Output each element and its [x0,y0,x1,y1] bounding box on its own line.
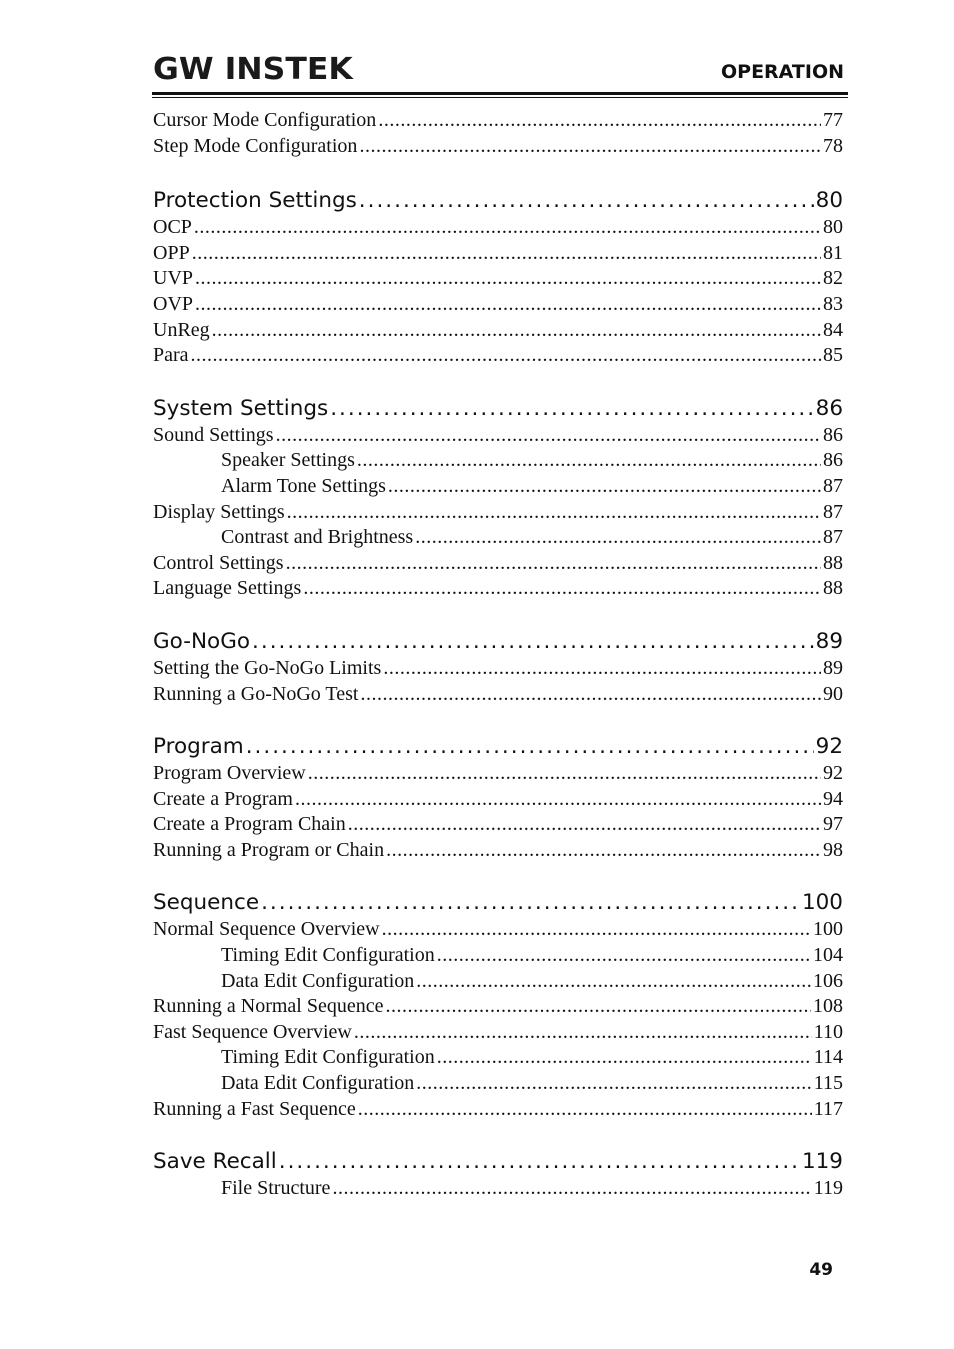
section-label: OPERATION [721,61,844,83]
toc-page-number: 92 [815,734,843,760]
dot-leader [246,733,814,761]
toc-page-number: 119 [801,1149,843,1175]
toc-title: Go-NoGo [153,628,251,654]
dot-leader [358,1097,812,1123]
header-rule-thin [152,97,848,98]
table-of-contents [153,108,843,1202]
toc-page-number: 84 [823,318,843,341]
toc-title: Save Recall [153,1149,277,1175]
dot-leader [354,1020,812,1046]
dot-leader [437,943,811,969]
toc-entry[interactable] [153,787,843,813]
toc-entry[interactable] [153,500,843,526]
toc-entry[interactable] [153,812,843,838]
toc-page-number: 83 [823,292,843,315]
toc-entry[interactable] [153,292,843,318]
toc-entry[interactable] [153,423,843,449]
toc-title: Contrast and Brightness [221,526,414,549]
dot-leader [287,500,821,526]
toc-entry[interactable] [153,761,843,787]
toc-page-number: 115 [813,1072,843,1095]
toc-title: Running a Normal Sequence [153,995,384,1018]
dot-leader [360,682,821,708]
dot-leader [416,969,811,995]
toc-page-number: 82 [823,267,843,290]
toc-title: Setting the Go-NoGo Limits [153,656,382,679]
toc-title: Cursor Mode Configuration [153,109,377,131]
dot-leader [383,656,821,682]
toc-title: Create a Program [153,787,293,810]
toc-entry[interactable] [153,318,843,344]
toc-title: UnReg [153,318,210,341]
toc-page-number: 86 [815,395,843,421]
toc-entry[interactable] [153,838,843,864]
toc-title: Control Settings [153,551,284,574]
toc-page-number: 89 [823,656,843,679]
toc-entry[interactable] [153,682,843,708]
toc-entry[interactable] [153,576,843,602]
toc-title: Timing Edit Configuration [221,944,435,967]
dot-leader [359,187,814,215]
dot-leader [212,318,821,344]
toc-section-heading[interactable] [153,733,843,761]
dot-leader [286,551,821,577]
toc-page-number: 80 [823,216,843,239]
toc-title: Program [153,734,244,760]
toc-page-number: 87 [823,500,843,523]
toc-page-number: 87 [823,526,843,549]
toc-section-heading[interactable] [153,1148,843,1176]
toc-title: Running a Fast Sequence [153,1097,356,1120]
toc-title: Sequence [153,890,260,916]
toc-page-number: 80 [815,188,843,214]
page-number: 49 [809,1260,833,1280]
toc-page-number: 81 [823,241,843,264]
toc-page-number: 119 [813,1177,843,1200]
brand-logo: GW INSTEK [153,52,353,87]
dot-leader [388,474,821,500]
toc-title: Protection Settings [153,188,357,214]
dot-leader [279,1148,800,1176]
toc-title: Speaker Settings [221,449,355,472]
toc-page-number: 88 [823,551,843,574]
dot-leader [191,343,821,369]
toc-section-heading[interactable] [153,187,843,215]
dot-leader [378,108,821,134]
toc-page-number: 98 [823,838,843,861]
toc-page-number: 104 [813,944,843,967]
dot-leader [252,628,814,656]
toc-title: Data Edit Configuration [221,969,415,992]
toc-page-number: 88 [823,577,843,600]
dot-leader [295,787,821,813]
toc-title: Running a Program or Chain [153,838,385,861]
toc-title: Normal Sequence Overview [153,918,380,941]
header-rule [152,92,848,95]
dot-leader [348,812,821,838]
toc-title: Sound Settings [153,423,274,446]
toc-entry[interactable] [153,108,843,134]
toc-page-number: 92 [823,762,843,785]
dot-leader [332,1176,811,1202]
toc-page-number: 86 [823,449,843,472]
toc-entry[interactable] [153,1045,843,1071]
toc-entry[interactable] [153,448,843,474]
toc-entry[interactable] [153,943,843,969]
dot-leader [308,761,821,787]
toc-entry[interactable] [153,1071,843,1097]
toc-title: Fast Sequence Overview [153,1020,352,1043]
toc-entry[interactable] [153,656,843,682]
dot-leader [415,525,821,551]
toc-entry[interactable] [153,917,843,943]
toc-title: Language Settings [153,577,302,600]
toc-page-number: 85 [823,344,843,367]
dot-leader [261,889,800,917]
toc-title: OVP [153,292,194,315]
toc-entry[interactable] [153,1097,843,1123]
toc-entry[interactable] [153,551,843,577]
toc-page-number: 90 [823,682,843,705]
dot-leader [194,215,821,241]
toc-page-number: 100 [801,890,843,916]
dot-leader [386,838,821,864]
toc-title: Step Mode Configuration [153,134,358,157]
toc-page-number: 86 [823,423,843,446]
toc-page-number: 78 [823,134,843,157]
toc-title: Alarm Tone Settings [221,474,386,497]
toc-entry[interactable] [153,1020,843,1046]
dot-leader [276,423,821,449]
dot-leader [195,266,821,292]
toc-entry[interactable] [153,343,843,369]
toc-page-number: 97 [823,813,843,836]
dot-leader [330,395,813,423]
toc-entry[interactable] [153,215,843,241]
toc-page-number: 77 [823,109,843,131]
toc-page-number: 108 [813,995,843,1018]
toc-page-number: 110 [813,1020,843,1043]
toc-page-number: 89 [815,628,843,654]
toc-title: Timing Edit Configuration [221,1046,435,1069]
toc-section-heading[interactable] [153,889,843,917]
toc-page-number: 117 [813,1097,843,1120]
toc-title: Data Edit Configuration [221,1072,415,1095]
toc-title: Para [153,344,189,367]
toc-entry[interactable] [153,241,843,267]
toc-entry[interactable] [153,525,843,551]
toc-title: OCP [153,216,192,239]
dot-leader [359,134,821,160]
toc-entry[interactable] [153,1176,843,1202]
dot-leader [303,576,821,602]
toc-page-number: 94 [823,787,843,810]
toc-title: Create a Program Chain [153,813,346,836]
dot-leader [416,1071,811,1097]
toc-title: System Settings [153,395,329,421]
dot-leader [357,448,821,474]
toc-entry[interactable] [153,134,843,160]
toc-title: OPP [153,241,190,264]
toc-section-heading[interactable] [153,628,843,656]
toc-entry[interactable] [153,266,843,292]
dot-leader [195,292,821,318]
toc-page-number: 114 [813,1046,843,1069]
toc-title: File Structure [221,1177,331,1200]
toc-title: Running a Go-NoGo Test [153,682,359,705]
toc-title: UVP [153,267,194,290]
toc-entry[interactable] [153,474,843,500]
dot-leader [437,1045,812,1071]
toc-page-number: 87 [823,474,843,497]
dot-leader [192,241,821,267]
toc-section-heading[interactable] [153,395,843,423]
toc-page-number: 106 [813,969,843,992]
toc-entry[interactable] [153,994,843,1020]
toc-title: Display Settings [153,500,285,523]
dot-leader [386,994,812,1020]
dot-leader [382,917,811,943]
toc-title: Program Overview [153,762,306,785]
toc-entry[interactable] [153,969,843,995]
toc-page-number: 100 [813,918,843,941]
